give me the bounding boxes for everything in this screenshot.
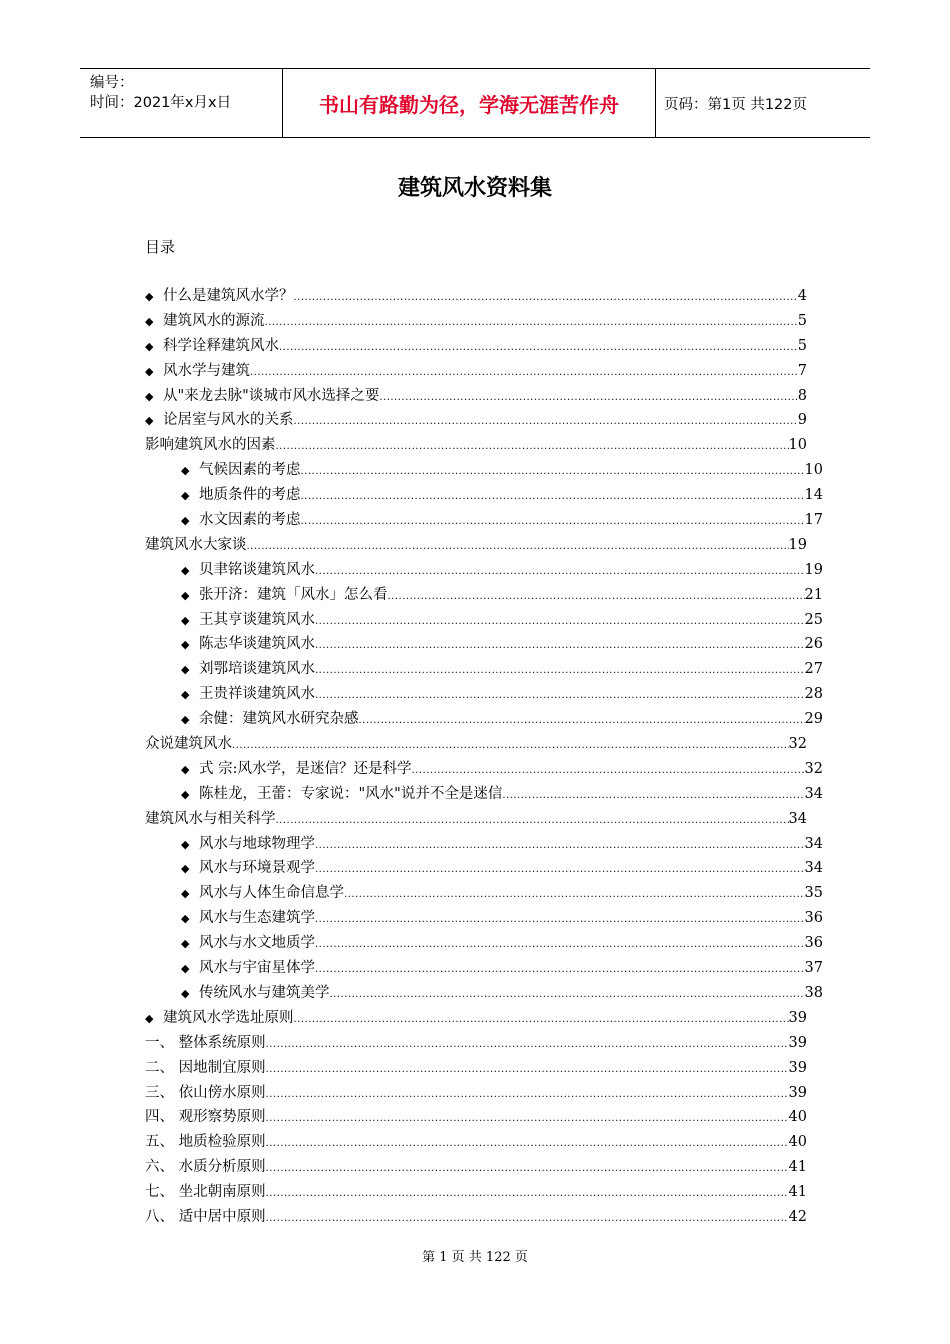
toc-leader-dots bbox=[359, 709, 805, 734]
toc-entry-label: 陈志华谈建筑风水 bbox=[199, 636, 315, 653]
toc-entry-label: 地质条件的考虑 bbox=[199, 487, 301, 504]
toc-entry-page: 5 bbox=[797, 337, 807, 354]
toc-entry[interactable] bbox=[145, 1205, 807, 1230]
toc-entry-label: 风水学与建筑 bbox=[163, 362, 250, 379]
toc-entry-page: 27 bbox=[804, 661, 823, 678]
toc-entry[interactable] bbox=[181, 608, 823, 633]
toc-entry-label: 建筑风水的源流 bbox=[163, 312, 265, 329]
toc-leader-dots bbox=[279, 336, 798, 361]
toc-entry-label: 风水与环境景观学 bbox=[199, 860, 315, 877]
toc-entry[interactable] bbox=[145, 408, 807, 433]
diamond-bullet-icon: ◆ bbox=[181, 563, 190, 577]
toc-leader-dots bbox=[266, 1182, 789, 1207]
diamond-bullet-icon: ◆ bbox=[181, 489, 190, 503]
toc-entry[interactable] bbox=[145, 1056, 807, 1081]
toc-leader-dots bbox=[301, 510, 805, 535]
toc-leader-dots bbox=[301, 460, 805, 485]
toc-entry-label: 七、 坐北朝南原则 bbox=[145, 1184, 266, 1201]
toc-leader-dots bbox=[315, 560, 805, 585]
toc-entry[interactable] bbox=[181, 856, 823, 881]
toc-entry[interactable] bbox=[181, 558, 823, 583]
toc-entry-page: 32 bbox=[804, 760, 823, 777]
toc-entry-label: 气候因素的考虑 bbox=[199, 462, 301, 479]
toc-entry[interactable] bbox=[181, 782, 823, 807]
diamond-bullet-icon: ◆ bbox=[181, 837, 190, 851]
toc-entry-label: 余健：建筑风水研究杂感 bbox=[199, 711, 359, 728]
diamond-bullet-icon: ◆ bbox=[181, 588, 190, 602]
diamond-bullet-icon: ◆ bbox=[181, 887, 190, 901]
toc-entry-page: 39 bbox=[788, 1009, 807, 1026]
diamond-bullet-icon: ◆ bbox=[181, 638, 190, 652]
toc-entry[interactable] bbox=[181, 483, 823, 508]
toc-entry-page: 38 bbox=[804, 984, 823, 1001]
diamond-bullet-icon: ◆ bbox=[145, 389, 154, 403]
toc-entry-label: 什么是建筑风水学？ bbox=[163, 288, 294, 304]
toc-entry-label: 水文因素的考虑 bbox=[199, 512, 301, 529]
toc-entry-page: 7 bbox=[797, 362, 807, 379]
toc-leader-dots bbox=[344, 883, 805, 908]
toc-leader-dots bbox=[294, 1008, 789, 1033]
serial-label: 编号： bbox=[90, 75, 134, 91]
toc-leader-dots bbox=[266, 1132, 789, 1157]
toc-entry[interactable] bbox=[145, 1130, 807, 1155]
diamond-bullet-icon: ◆ bbox=[145, 339, 154, 353]
toc-entry-page: 26 bbox=[804, 636, 823, 653]
diamond-bullet-icon: ◆ bbox=[181, 762, 190, 776]
toc-entry[interactable] bbox=[145, 359, 807, 384]
toc-leader-dots bbox=[315, 834, 805, 859]
toc-entry-page: 10 bbox=[804, 462, 823, 479]
toc-leader-dots bbox=[250, 361, 798, 386]
toc-leader-dots bbox=[315, 933, 805, 958]
table-of-contents bbox=[145, 284, 823, 1230]
toc-entry[interactable] bbox=[145, 732, 807, 757]
toc-entry-label: 建筑风水大家谈 bbox=[145, 536, 247, 553]
toc-entry-label: 科学诠释建筑风水 bbox=[163, 337, 279, 354]
toc-entry-label: 传统风水与建筑美学 bbox=[199, 984, 330, 1001]
toc-entry-page: 25 bbox=[804, 611, 823, 628]
toc-leader-dots bbox=[266, 1083, 789, 1108]
toc-entry-page: 40 bbox=[788, 1109, 807, 1126]
toc-entry-page: 34 bbox=[804, 860, 823, 877]
toc-leader-dots bbox=[232, 734, 789, 759]
toc-entry-page: 32 bbox=[788, 736, 807, 753]
page-footer: 第 1 页 共 122 页 bbox=[422, 1250, 528, 1265]
toc-entry-page: 39 bbox=[788, 1084, 807, 1101]
toc-entry-page: 34 bbox=[788, 810, 807, 827]
diamond-bullet-icon: ◆ bbox=[181, 787, 190, 801]
toc-entry-page: 10 bbox=[788, 437, 807, 454]
toc-entry[interactable] bbox=[181, 757, 823, 782]
diamond-bullet-icon: ◆ bbox=[181, 713, 190, 727]
diamond-bullet-icon: ◆ bbox=[181, 986, 190, 1000]
toc-entry-label: 三、 依山傍水原则 bbox=[145, 1084, 266, 1101]
toc-entry-page: 34 bbox=[804, 835, 823, 852]
toc-entry[interactable] bbox=[181, 956, 823, 981]
toc-entry-label: 风水与水文地质学 bbox=[199, 935, 315, 952]
toc-entry-label: 建筑风水学选址原则 bbox=[163, 1009, 294, 1026]
toc-entry-label: 式 宗:风水学，是迷信？还是科学 bbox=[199, 760, 412, 777]
toc-entry[interactable] bbox=[145, 334, 807, 359]
toc-entry-label: 风水与宇宙星体学 bbox=[199, 960, 315, 977]
toc-leader-dots bbox=[276, 435, 789, 460]
toc-entry-page: 42 bbox=[788, 1208, 807, 1225]
toc-entry-page: 4 bbox=[797, 288, 807, 304]
toc-leader-dots bbox=[276, 809, 789, 834]
diamond-bullet-icon: ◆ bbox=[181, 688, 190, 702]
toc-entry[interactable] bbox=[145, 1031, 807, 1056]
toc-entry-label: 论居室与风水的关系 bbox=[163, 412, 294, 429]
toc-entry[interactable] bbox=[145, 533, 807, 558]
toc-entry-page: 39 bbox=[788, 1034, 807, 1051]
toc-entry[interactable] bbox=[145, 1180, 807, 1205]
toc-entry-label: 八、 适中居中原则 bbox=[145, 1208, 266, 1225]
page-header bbox=[80, 68, 870, 138]
toc-leader-dots bbox=[412, 759, 805, 784]
toc-entry-label: 张开济：建筑「风水」怎么看 bbox=[199, 586, 388, 603]
toc-entry-page: 40 bbox=[788, 1134, 807, 1151]
toc-entry-page: 19 bbox=[804, 561, 823, 578]
header-left bbox=[90, 73, 231, 113]
toc-entry-label: 四、 观形察势原则 bbox=[145, 1109, 266, 1126]
toc-leader-dots bbox=[379, 386, 797, 411]
document-title: 建筑风水资料集 bbox=[397, 175, 552, 201]
toc-leader-dots bbox=[315, 684, 805, 709]
toc-entry-page: 36 bbox=[804, 910, 823, 927]
toc-leader-dots bbox=[388, 585, 805, 610]
toc-entry-page: 41 bbox=[788, 1184, 807, 1201]
diamond-bullet-icon: ◆ bbox=[145, 314, 154, 328]
time-label: 时间：2021年x月x日 bbox=[90, 95, 232, 111]
diamond-bullet-icon: ◆ bbox=[181, 613, 190, 627]
toc-leader-dots bbox=[315, 858, 805, 883]
toc-entry[interactable] bbox=[145, 1006, 807, 1031]
toc-entry-label: 建筑风水与相关科学 bbox=[145, 810, 276, 827]
toc-entry-label: 刘鄂培谈建筑风水 bbox=[199, 661, 315, 678]
toc-entry-page: 8 bbox=[797, 387, 807, 404]
toc-entry-label: 风水与人体生命信息学 bbox=[199, 885, 344, 902]
toc-entry-page: 5 bbox=[797, 312, 807, 329]
toc-entry-page: 39 bbox=[788, 1059, 807, 1076]
diamond-bullet-icon: ◆ bbox=[181, 912, 190, 926]
toc-entry-label: 贝聿铭谈建筑风水 bbox=[199, 561, 315, 578]
toc-entry-label: 王贵祥谈建筑风水 bbox=[199, 686, 315, 703]
diamond-bullet-icon: ◆ bbox=[181, 862, 190, 876]
toc-entry-label: 众说建筑风水 bbox=[145, 736, 232, 753]
toc-entry-label: 陈桂龙，王蕾：专家说："风水"说并不全是迷信 bbox=[199, 785, 503, 802]
toc-leader-dots bbox=[330, 983, 805, 1008]
toc-entry-page: 34 bbox=[804, 785, 823, 802]
toc-entry-label: 五、 地质检验原则 bbox=[145, 1134, 266, 1151]
toc-entry[interactable] bbox=[145, 1105, 807, 1130]
toc-entry-label: 风水与地球物理学 bbox=[199, 835, 315, 852]
toc-leader-dots bbox=[315, 610, 805, 635]
toc-leader-dots bbox=[315, 958, 805, 983]
diamond-bullet-icon: ◆ bbox=[181, 962, 190, 976]
toc-entry[interactable] bbox=[145, 807, 807, 832]
toc-leader-dots bbox=[315, 908, 805, 933]
diamond-bullet-icon: ◆ bbox=[145, 414, 154, 428]
toc-entry[interactable] bbox=[181, 931, 823, 956]
toc-leader-dots bbox=[294, 410, 798, 435]
diamond-bullet-icon: ◆ bbox=[181, 514, 190, 528]
toc-entry[interactable] bbox=[145, 1081, 807, 1106]
toc-leader-dots bbox=[315, 659, 805, 684]
diamond-bullet-icon: ◆ bbox=[181, 464, 190, 478]
toc-entry[interactable] bbox=[145, 433, 807, 458]
toc-entry[interactable] bbox=[181, 657, 823, 682]
toc-leader-dots bbox=[266, 1157, 789, 1182]
toc-entry[interactable] bbox=[145, 309, 807, 334]
toc-leader-dots bbox=[315, 634, 805, 659]
toc-entry[interactable] bbox=[145, 1155, 807, 1180]
toc-entry-page: 17 bbox=[804, 512, 823, 529]
toc-leader-dots bbox=[266, 1107, 789, 1132]
toc-entry-page: 28 bbox=[804, 686, 823, 703]
toc-entry-page: 21 bbox=[804, 586, 823, 603]
header-motto: 书山有路勤为径，学海无涯苦作舟 bbox=[282, 69, 656, 137]
toc-entry[interactable] bbox=[181, 508, 823, 533]
toc-entry[interactable] bbox=[145, 284, 807, 309]
toc-entry[interactable] bbox=[181, 682, 823, 707]
toc-leader-dots bbox=[265, 311, 798, 336]
toc-entry-label: 风水与生态建筑学 bbox=[199, 910, 315, 927]
diamond-bullet-icon: ◆ bbox=[181, 937, 190, 951]
diamond-bullet-icon: ◆ bbox=[181, 663, 190, 677]
header-page-info: 页码：第1页 共122页 bbox=[664, 96, 808, 113]
diamond-bullet-icon: ◆ bbox=[145, 364, 154, 378]
toc-entry[interactable] bbox=[181, 981, 823, 1006]
toc-leader-dots bbox=[266, 1058, 789, 1083]
diamond-bullet-icon: ◆ bbox=[145, 1011, 154, 1025]
toc-leader-dots bbox=[266, 1207, 789, 1232]
toc-entry[interactable] bbox=[181, 832, 823, 857]
toc-entry-page: 19 bbox=[788, 536, 807, 553]
toc-entry-label: 二、 因地制宜原则 bbox=[145, 1059, 266, 1076]
toc-entry-page: 41 bbox=[788, 1159, 807, 1176]
toc-entry[interactable] bbox=[181, 458, 823, 483]
toc-entry[interactable] bbox=[181, 583, 823, 608]
toc-entry[interactable] bbox=[181, 632, 823, 657]
toc-leader-dots bbox=[266, 1033, 789, 1058]
toc-entry-page: 36 bbox=[804, 935, 823, 952]
toc-entry-label: 从"来龙去脉"谈城市风水选择之要 bbox=[163, 387, 380, 404]
toc-entry[interactable] bbox=[181, 707, 823, 732]
toc-entry-label: 王其亨谈建筑风水 bbox=[199, 611, 315, 628]
toc-entry-label: 影响建筑风水的因素 bbox=[145, 437, 276, 454]
toc-leader-dots bbox=[301, 485, 805, 510]
toc-entry[interactable] bbox=[181, 881, 823, 906]
toc-entry-page: 37 bbox=[804, 960, 823, 977]
toc-leader-dots bbox=[294, 286, 798, 311]
toc-entry-label: 六、 水质分析原则 bbox=[145, 1159, 266, 1176]
diamond-bullet-icon: ◆ bbox=[145, 290, 154, 303]
toc-leader-dots bbox=[502, 784, 804, 809]
toc-entry-page: 29 bbox=[804, 711, 823, 728]
toc-heading: 目录 bbox=[145, 238, 176, 256]
toc-entry[interactable] bbox=[181, 906, 823, 931]
toc-entry-page: 35 bbox=[804, 885, 823, 902]
toc-entry-page: 9 bbox=[797, 412, 807, 429]
toc-entry-page: 14 bbox=[804, 487, 823, 504]
toc-leader-dots bbox=[247, 535, 789, 560]
toc-entry[interactable] bbox=[145, 384, 807, 409]
toc-entry-label: 一、 整体系统原则 bbox=[145, 1034, 266, 1051]
